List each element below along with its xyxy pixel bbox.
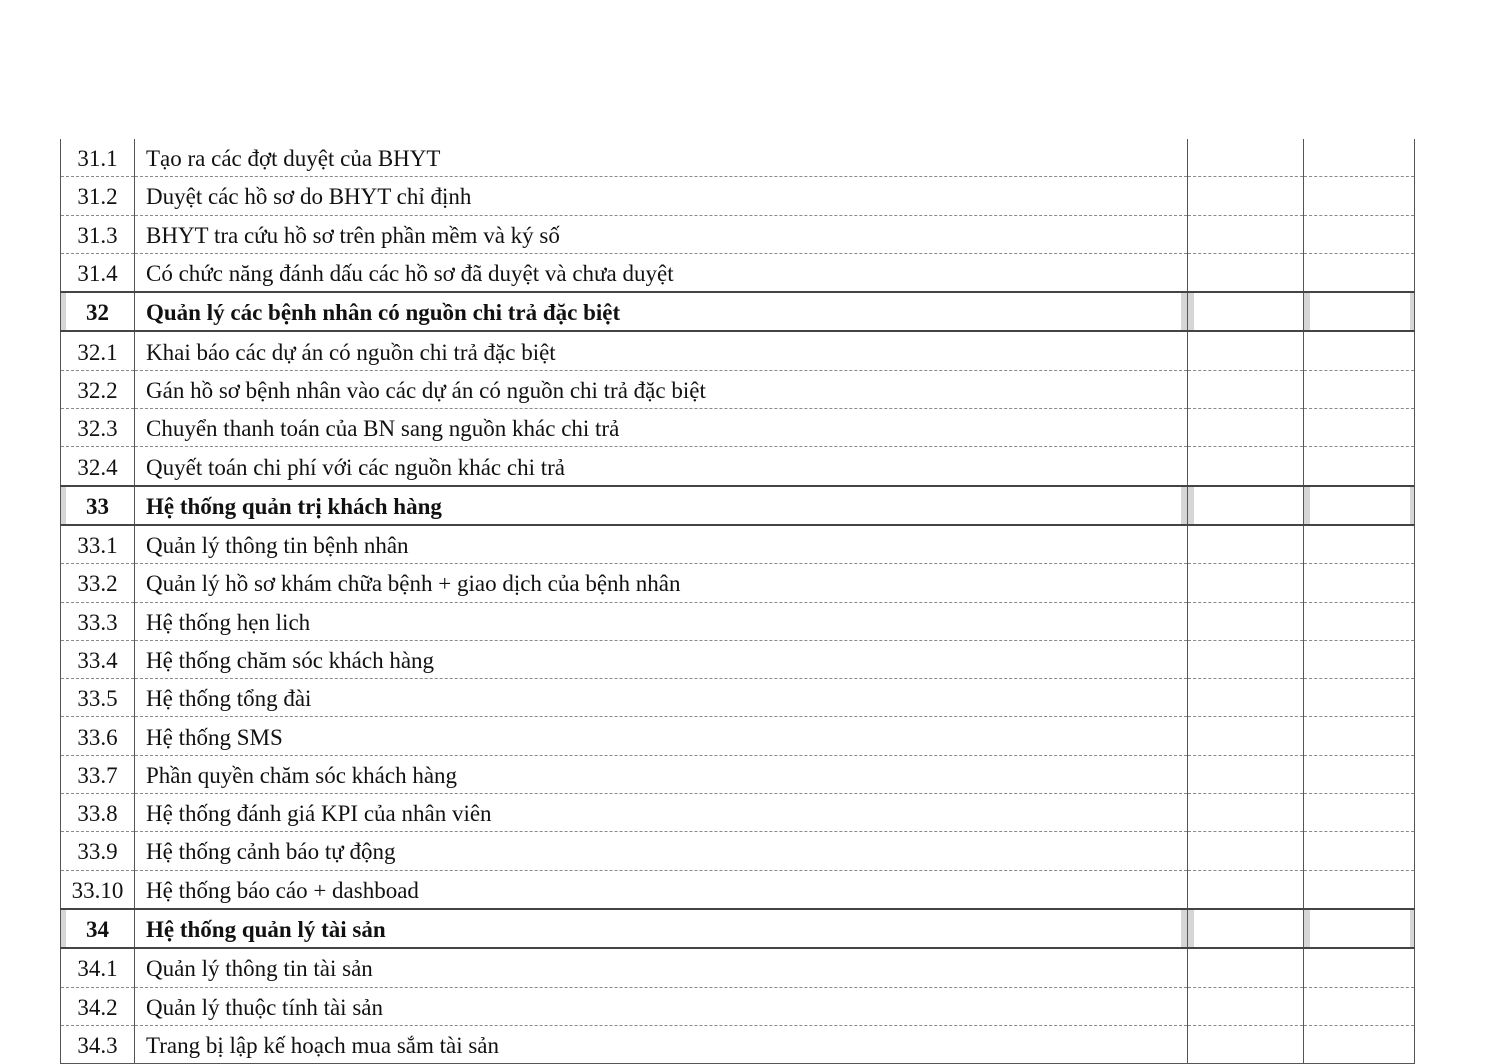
section-number: 32 xyxy=(61,292,135,331)
empty-cell xyxy=(1188,948,1304,987)
row-description: Tạo ra các đợt duyệt của BHYT xyxy=(135,139,1188,177)
empty-cell xyxy=(1188,640,1304,678)
empty-cell xyxy=(1304,679,1415,717)
table-row xyxy=(61,679,1415,717)
table-row xyxy=(61,1025,1415,1063)
empty-cell xyxy=(1188,486,1304,525)
empty-cell xyxy=(1188,253,1304,292)
row-description: Gán hồ sơ bệnh nhân vào các dự án có nguồn chi trả đặc biệt xyxy=(135,370,1188,408)
empty-cell xyxy=(1304,602,1415,640)
table-row xyxy=(61,870,1415,909)
empty-cell xyxy=(1304,640,1415,678)
row-number: 32.2 xyxy=(61,370,135,408)
table-row xyxy=(61,370,1415,408)
empty-cell xyxy=(1188,832,1304,870)
row-description: Hệ thống tổng đài xyxy=(135,679,1188,717)
table-row xyxy=(61,794,1415,832)
section-row xyxy=(61,486,1415,525)
table-row xyxy=(61,948,1415,987)
requirements-table xyxy=(60,139,1415,1064)
row-description: Khai báo các dự án có nguồn chi trả đặc biệt xyxy=(135,331,1188,370)
row-number: 31.4 xyxy=(61,253,135,292)
row-description: Duyệt các hồ sơ do BHYT chỉ định xyxy=(135,177,1188,215)
empty-cell xyxy=(1304,139,1415,177)
section-number: 34 xyxy=(61,909,135,948)
empty-cell xyxy=(1304,177,1415,215)
row-number: 32.4 xyxy=(61,447,135,486)
row-description: Quản lý thuộc tính tài sản xyxy=(135,987,1188,1025)
empty-cell xyxy=(1304,253,1415,292)
row-number: 31.3 xyxy=(61,215,135,253)
row-description: Quyết toán chi phí với các nguồn khác chi trả xyxy=(135,447,1188,486)
table-row xyxy=(61,409,1415,447)
row-number: 33.10 xyxy=(61,870,135,909)
row-number: 31.2 xyxy=(61,177,135,215)
row-number: 34.1 xyxy=(61,948,135,987)
row-number: 33.6 xyxy=(61,717,135,755)
table-row xyxy=(61,177,1415,215)
row-number: 33.1 xyxy=(61,525,135,564)
empty-cell xyxy=(1304,292,1415,331)
row-number: 33.7 xyxy=(61,755,135,793)
table-row xyxy=(61,832,1415,870)
empty-cell xyxy=(1188,564,1304,602)
empty-cell xyxy=(1188,215,1304,253)
row-number: 32.3 xyxy=(61,409,135,447)
table-row xyxy=(61,253,1415,292)
table-row xyxy=(61,755,1415,793)
empty-cell xyxy=(1188,447,1304,486)
empty-cell xyxy=(1188,1025,1304,1063)
empty-cell xyxy=(1188,679,1304,717)
row-number: 33.5 xyxy=(61,679,135,717)
empty-cell xyxy=(1304,564,1415,602)
row-number: 32.1 xyxy=(61,331,135,370)
empty-cell xyxy=(1304,409,1415,447)
row-description: Trang bị lập kế hoạch mua sắm tài sản xyxy=(135,1025,1188,1063)
row-description: Hệ thống hẹn lich xyxy=(135,602,1188,640)
empty-cell xyxy=(1304,717,1415,755)
row-description: Hệ thống cảnh báo tự động xyxy=(135,832,1188,870)
section-title: Quản lý các bệnh nhân có nguồn chi trả đặc biệt xyxy=(135,292,1188,331)
empty-cell xyxy=(1304,370,1415,408)
empty-cell xyxy=(1188,139,1304,177)
table-row xyxy=(61,331,1415,370)
row-description: Hệ thống đánh giá KPI của nhân viên xyxy=(135,794,1188,832)
section-title: Hệ thống quản lý tài sản xyxy=(135,909,1188,948)
table-row xyxy=(61,525,1415,564)
section-title: Hệ thống quản trị khách hàng xyxy=(135,486,1188,525)
empty-cell xyxy=(1304,794,1415,832)
empty-cell xyxy=(1188,331,1304,370)
row-description: Chuyển thanh toán của BN sang nguồn khác chi trả xyxy=(135,409,1188,447)
empty-cell xyxy=(1188,987,1304,1025)
row-number: 33.2 xyxy=(61,564,135,602)
empty-cell xyxy=(1188,794,1304,832)
empty-cell xyxy=(1304,870,1415,909)
empty-cell xyxy=(1188,292,1304,331)
row-description: Phần quyền chăm sóc khách hàng xyxy=(135,755,1188,793)
row-description: BHYT tra cứu hồ sơ trên phần mềm và ký số xyxy=(135,215,1188,253)
empty-cell xyxy=(1188,602,1304,640)
empty-cell xyxy=(1188,755,1304,793)
empty-cell xyxy=(1188,909,1304,948)
row-number: 34.3 xyxy=(61,1025,135,1063)
table-row xyxy=(61,602,1415,640)
section-row xyxy=(61,292,1415,331)
empty-cell xyxy=(1188,370,1304,408)
table-row xyxy=(61,717,1415,755)
table-row xyxy=(61,564,1415,602)
table-row xyxy=(61,987,1415,1025)
section-row xyxy=(61,909,1415,948)
row-description: Có chức năng đánh dấu các hồ sơ đã duyệt và chưa duyệt xyxy=(135,253,1188,292)
row-number: 33.4 xyxy=(61,640,135,678)
row-description: Quản lý hồ sơ khám chữa bệnh + giao dịch của bệnh nhân xyxy=(135,564,1188,602)
row-number: 33.8 xyxy=(61,794,135,832)
table-row xyxy=(61,640,1415,678)
row-description: Quản lý thông tin bệnh nhân xyxy=(135,525,1188,564)
empty-cell xyxy=(1304,755,1415,793)
table-row xyxy=(61,447,1415,486)
row-description: Hệ thống SMS xyxy=(135,717,1188,755)
row-description: Hệ thống chăm sóc khách hàng xyxy=(135,640,1188,678)
row-description: Hệ thống báo cáo + dashboad xyxy=(135,870,1188,909)
empty-cell xyxy=(1304,909,1415,948)
empty-cell xyxy=(1188,409,1304,447)
empty-cell xyxy=(1304,447,1415,486)
empty-cell xyxy=(1304,486,1415,525)
empty-cell xyxy=(1188,177,1304,215)
empty-cell xyxy=(1188,717,1304,755)
empty-cell xyxy=(1304,215,1415,253)
empty-cell xyxy=(1304,525,1415,564)
row-number: 34.2 xyxy=(61,987,135,1025)
empty-cell xyxy=(1304,987,1415,1025)
section-number: 33 xyxy=(61,486,135,525)
empty-cell xyxy=(1304,948,1415,987)
row-number: 33.9 xyxy=(61,832,135,870)
row-number: 33.3 xyxy=(61,602,135,640)
row-description: Quản lý thông tin tài sản xyxy=(135,948,1188,987)
table-row xyxy=(61,139,1415,177)
empty-cell xyxy=(1304,331,1415,370)
row-number: 31.1 xyxy=(61,139,135,177)
requirements-table-body xyxy=(61,139,1415,1064)
empty-cell xyxy=(1304,1025,1415,1063)
empty-cell xyxy=(1304,832,1415,870)
empty-cell xyxy=(1188,870,1304,909)
table-row xyxy=(61,215,1415,253)
empty-cell xyxy=(1188,525,1304,564)
